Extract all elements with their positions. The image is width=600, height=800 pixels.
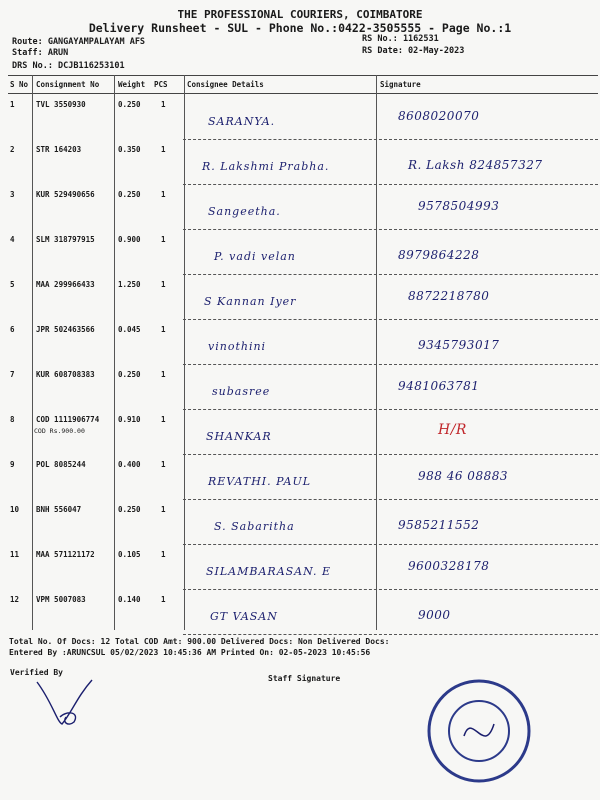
courier-stamp: [424, 676, 534, 786]
recipient-signature-handwritten: H/R: [438, 422, 467, 438]
verifier-signature: [32, 672, 102, 732]
row-consignment-no: KUR 529490656: [36, 190, 95, 199]
row-separator: [183, 634, 598, 635]
drs-number: DRS No.: DCJB116253101: [12, 61, 125, 71]
col-pcs: PCS: [154, 80, 168, 89]
consignee-name-handwritten: Sangeetha.: [208, 205, 281, 218]
row-pcs: 1: [161, 595, 166, 604]
row-sno: 8: [10, 415, 15, 424]
row-weight: 0.250: [118, 190, 141, 199]
runsheet-subtitle: Delivery Runsheet - SUL - Phone No.:0422-3505555 - Page No.:1: [88, 21, 512, 35]
row-pcs: 1: [161, 460, 166, 469]
consignee-name-handwritten: SILAMBARASAN. E: [206, 565, 332, 578]
rs-date: RS Date: 02-May-2023: [362, 46, 465, 56]
runsheet-title: THE PROFESSIONAL COURIERS, COIMBATORE: [177, 8, 423, 21]
recipient-signature-handwritten: 9000: [418, 608, 451, 622]
row-consignment-no: TVL 3550930: [36, 100, 86, 109]
recipient-signature-handwritten: 8872218780: [408, 289, 490, 303]
recipient-signature-handwritten: 9585211552: [398, 518, 480, 532]
consignee-name-handwritten: SARANYA.: [208, 115, 276, 128]
row-consignment-no: COD 1111906774: [36, 415, 100, 424]
row-pcs: 1: [161, 190, 166, 199]
row-weight: 1.250: [118, 280, 141, 289]
recipient-signature-handwritten: 8608020070: [398, 109, 480, 123]
consignee-name-handwritten: S. Sabaritha: [214, 520, 295, 533]
consignee-name-handwritten: GT VASAN: [210, 610, 278, 623]
recipient-signature-handwritten: 8979864228: [398, 248, 480, 262]
recipient-signature-handwritten: 9578504993: [418, 199, 500, 213]
row-weight: 0.400: [118, 460, 141, 469]
table-row: [8, 500, 598, 545]
recipient-signature-handwritten: 988 46 08883: [418, 469, 508, 483]
row-sno: 4: [10, 235, 15, 244]
row-weight: 0.140: [118, 595, 141, 604]
consignee-name-handwritten: SHANKAR: [206, 430, 272, 443]
row-sno: 2: [10, 145, 15, 154]
recipient-signature-handwritten: 9600328178: [408, 559, 490, 573]
row-consignment-no: STR 164203: [36, 145, 82, 154]
col-sno: S No: [10, 80, 29, 89]
row-weight: 0.910: [118, 415, 141, 424]
recipient-signature-handwritten: 9481063781: [398, 379, 480, 393]
row-weight: 0.350: [118, 145, 141, 154]
row-pcs: 1: [161, 505, 166, 514]
row-sno: 11: [10, 550, 20, 559]
row-pcs: 1: [161, 550, 166, 559]
staff-signature-label: Staff Signature: [268, 674, 341, 683]
consignee-name-handwritten: S Kannan Iyer: [204, 295, 297, 308]
consignee-name-handwritten: REVATHI. PAUL: [208, 475, 312, 488]
row-pcs: 1: [161, 370, 166, 379]
row-sno: 7: [10, 370, 15, 379]
table-row: [8, 230, 598, 275]
row-pcs: 1: [161, 280, 166, 289]
row-consignment-no: SLM 318797915: [36, 235, 95, 244]
row-weight: 0.105: [118, 550, 141, 559]
recipient-signature-handwritten: R. Laksh 824857327: [408, 158, 543, 172]
table-row: [8, 140, 598, 185]
row-sno: 5: [10, 280, 15, 289]
rs-number: RS No.: 1162531: [362, 34, 439, 44]
row-weight: 0.045: [118, 325, 141, 334]
row-weight: 0.250: [118, 100, 141, 109]
row-cod-amount: COD Rs.900.00: [34, 427, 85, 435]
row-sno: 3: [10, 190, 15, 199]
row-consignment-no: KUR 608708383: [36, 370, 95, 379]
table-row: [8, 590, 598, 635]
verified-by-label: Verified By: [10, 668, 63, 677]
table-row: [8, 275, 598, 320]
consignee-name-handwritten: P. vadi velan: [214, 250, 296, 263]
row-pcs: 1: [161, 235, 166, 244]
table-row: [8, 185, 598, 230]
row-consignment-no: POL 8085244: [36, 460, 86, 469]
row-pcs: 1: [161, 145, 166, 154]
footer-totals: Total No. Of Docs: 12 Total COD Amt: 900.00 Delivered Docs: Non Delivered Docs:: [9, 637, 390, 646]
consignee-name-handwritten: subasree: [212, 385, 271, 398]
table-row: [8, 365, 598, 410]
route: Route: GANGAYAMPALAYAM AFS: [12, 37, 146, 47]
row-pcs: 1: [161, 325, 166, 334]
consignee-name-handwritten: R. Lakshmi Prabha.: [202, 160, 330, 173]
table-row: [8, 455, 598, 500]
row-sno: 1: [10, 100, 15, 109]
recipient-signature-handwritten: 9345793017: [418, 338, 500, 352]
col-consignment: Consignment No: [36, 80, 100, 89]
staff: Staff: ARUN: [12, 48, 69, 58]
col-signature: Signature: [380, 80, 421, 89]
row-sno: 9: [10, 460, 15, 469]
row-weight: 0.250: [118, 505, 141, 514]
row-consignment-no: MAA 571121172: [36, 550, 95, 559]
table-header: [8, 75, 598, 94]
row-pcs: 1: [161, 100, 166, 109]
consignee-name-handwritten: vinothini: [208, 340, 267, 353]
table-row: [8, 95, 598, 140]
row-sno: 10: [10, 505, 20, 514]
runsheet-table: [8, 75, 598, 630]
row-consignment-no: JPR 502463566: [36, 325, 95, 334]
row-consignment-no: VPM 5007083: [36, 595, 86, 604]
col-consignee: Consignee Details: [187, 80, 264, 89]
row-pcs: 1: [161, 415, 166, 424]
col-weight: Weight: [118, 80, 146, 89]
row-weight: 0.250: [118, 370, 141, 379]
row-sno: 6: [10, 325, 15, 334]
row-weight: 0.900: [118, 235, 141, 244]
table-row: [8, 410, 598, 455]
row-consignment-no: BNH 556047: [36, 505, 82, 514]
footer-entered: Entered By :ARUNCSUL 05/02/2023 10:45:36 AM Printed On: 02-05-2023 10:45:56: [9, 648, 371, 657]
table-row: [8, 320, 598, 365]
table-row: [8, 545, 598, 590]
row-consignment-no: MAA 299966433: [36, 280, 95, 289]
row-sno: 12: [10, 595, 20, 604]
